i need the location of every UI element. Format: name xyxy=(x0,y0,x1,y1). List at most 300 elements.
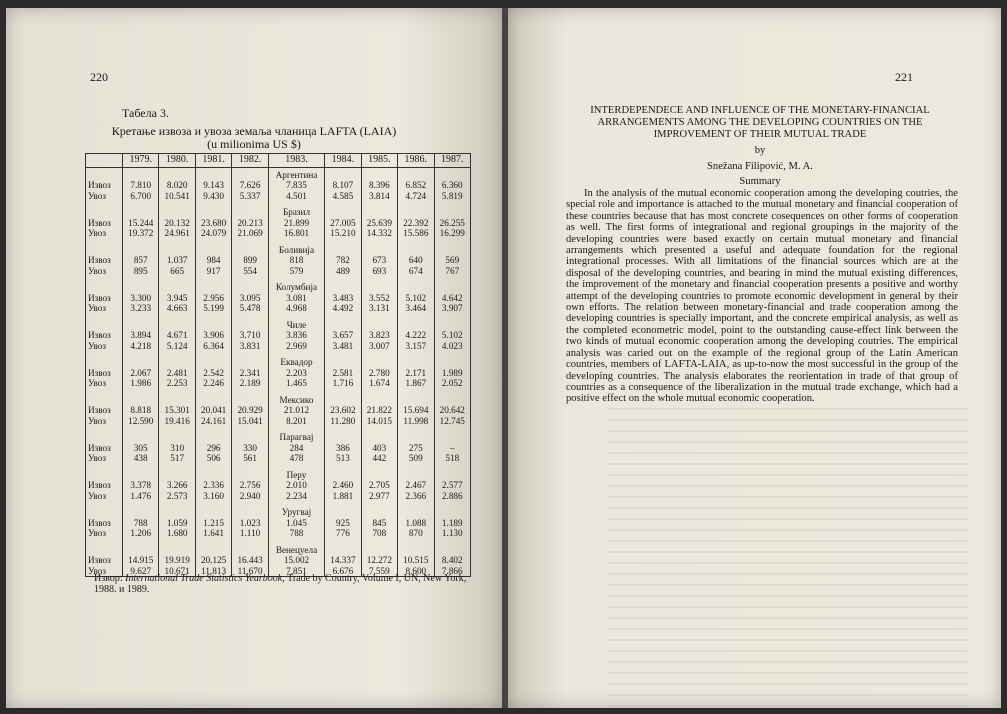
import-value: 19.416 xyxy=(159,416,195,427)
row-label-blank xyxy=(86,314,123,331)
row-label-export: Извоз xyxy=(86,330,123,341)
import-value: 14.332 xyxy=(361,228,397,239)
export-value: 3.710 xyxy=(232,330,268,341)
import-value: 708 xyxy=(361,528,397,539)
table-row-import xyxy=(86,528,471,539)
import-value: 19.372 xyxy=(123,228,159,239)
row-label-import: Увоз xyxy=(86,266,123,277)
import-value: 478 xyxy=(268,453,324,464)
table-row-export xyxy=(86,405,471,416)
export-value: 3.483 xyxy=(325,293,361,304)
export-value: 22.392 xyxy=(398,218,434,229)
export-value: 3.552 xyxy=(361,293,397,304)
import-value: 665 xyxy=(159,266,195,277)
empty-cell xyxy=(195,351,231,368)
country-name: Бразил xyxy=(268,201,324,218)
import-value: 2.189 xyxy=(232,378,268,389)
table-row-import xyxy=(86,266,471,277)
row-label-export: Извоз xyxy=(86,518,123,529)
row-label-blank xyxy=(86,239,123,256)
export-value: 3.894 xyxy=(123,330,159,341)
page-number-left: 220 xyxy=(90,70,108,84)
import-value: 11.280 xyxy=(325,416,361,427)
empty-cell xyxy=(434,351,470,368)
empty-cell xyxy=(398,464,434,481)
import-value: 1.110 xyxy=(232,528,268,539)
empty-cell xyxy=(232,464,268,481)
empty-cell xyxy=(159,426,195,443)
right-page xyxy=(508,8,1001,708)
row-label-import: Увоз xyxy=(86,228,123,239)
import-value: 6.676 xyxy=(325,566,361,577)
import-value: 4.663 xyxy=(159,303,195,314)
empty-cell xyxy=(195,239,231,256)
export-value: 788 xyxy=(123,518,159,529)
import-value: 2.234 xyxy=(268,491,324,502)
export-value: 20.929 xyxy=(232,405,268,416)
empty-cell xyxy=(325,539,361,556)
import-value: 518 xyxy=(434,453,470,464)
row-label-blank xyxy=(86,426,123,443)
import-value: 870 xyxy=(398,528,434,539)
export-value: 3.836 xyxy=(268,330,324,341)
page-number-right: 221 xyxy=(895,70,913,84)
import-value: 6.364 xyxy=(195,341,231,352)
table-row-export xyxy=(86,293,471,304)
export-value: 3.945 xyxy=(159,293,195,304)
import-value: 3.233 xyxy=(123,303,159,314)
import-value: 1.986 xyxy=(123,378,159,389)
empty-cell xyxy=(361,464,397,481)
year-header: 1979. xyxy=(123,154,159,168)
empty-cell xyxy=(398,276,434,293)
country-name: Колумбија xyxy=(268,276,324,293)
export-value: 4.222 xyxy=(398,330,434,341)
import-value: 3.481 xyxy=(325,341,361,352)
export-value: 296 xyxy=(195,443,231,454)
export-value: 5.102 xyxy=(434,330,470,341)
import-value: 1.465 xyxy=(268,378,324,389)
empty-cell xyxy=(325,426,361,443)
export-value: 305 xyxy=(123,443,159,454)
empty-cell xyxy=(361,276,397,293)
export-value: 2.577 xyxy=(434,480,470,491)
import-value: 788 xyxy=(268,528,324,539)
export-value: 1.989 xyxy=(434,368,470,379)
import-value: 7.559 xyxy=(361,566,397,577)
import-value: 10.541 xyxy=(159,191,195,202)
import-value: 16.299 xyxy=(434,228,470,239)
import-value: 5.819 xyxy=(434,191,470,202)
import-value: 2.052 xyxy=(434,378,470,389)
import-value: 2.246 xyxy=(195,378,231,389)
import-value: 579 xyxy=(268,266,324,277)
import-value: 1.476 xyxy=(123,491,159,502)
row-label-blank xyxy=(86,201,123,218)
table-header-row xyxy=(86,154,471,168)
export-value: 3.095 xyxy=(232,293,268,304)
empty-cell xyxy=(159,501,195,518)
import-value: 7.851 xyxy=(268,566,324,577)
import-value: 1.881 xyxy=(325,491,361,502)
export-value: 673 xyxy=(361,255,397,266)
import-value: 21.069 xyxy=(232,228,268,239)
empty-cell xyxy=(232,501,268,518)
import-value: 767 xyxy=(434,266,470,277)
table-row-import xyxy=(86,491,471,502)
empty-cell xyxy=(325,239,361,256)
export-value: 7.835 xyxy=(268,180,324,191)
export-value: 23.602 xyxy=(325,405,361,416)
import-value: 12.590 xyxy=(123,416,159,427)
import-value: 15.586 xyxy=(398,228,434,239)
row-label-import: Увоз xyxy=(86,416,123,427)
empty-cell xyxy=(195,276,231,293)
empty-cell xyxy=(195,539,231,556)
export-value: 5.102 xyxy=(398,293,434,304)
country-name-row xyxy=(86,239,471,256)
empty-cell xyxy=(361,201,397,218)
row-label-blank xyxy=(86,464,123,481)
import-value: 693 xyxy=(361,266,397,277)
export-value: 7.626 xyxy=(232,180,268,191)
import-value: 4.724 xyxy=(398,191,434,202)
row-label-import: Увоз xyxy=(86,341,123,352)
table-body xyxy=(86,167,471,577)
empty-cell xyxy=(434,167,470,180)
export-value: 2.203 xyxy=(268,368,324,379)
import-value: 5.478 xyxy=(232,303,268,314)
country-name-row xyxy=(86,426,471,443)
empty-cell xyxy=(361,426,397,443)
row-label-import: Увоз xyxy=(86,566,123,577)
export-value: 2.341 xyxy=(232,368,268,379)
import-value: 24.961 xyxy=(159,228,195,239)
empty-cell xyxy=(325,389,361,406)
empty-cell xyxy=(232,426,268,443)
empty-cell xyxy=(195,389,231,406)
row-label-import: Увоз xyxy=(86,491,123,502)
import-value: 1.130 xyxy=(434,528,470,539)
empty-cell xyxy=(232,201,268,218)
year-header: 1984. xyxy=(325,154,361,168)
import-value: 7.866 xyxy=(434,566,470,577)
export-value: 16.443 xyxy=(232,555,268,566)
table-row-import xyxy=(86,228,471,239)
row-label-export: Извоз xyxy=(86,218,123,229)
table-title-main: Кретање извоза и увоза земаља чланица LAFTA (LAIA) xyxy=(111,124,397,138)
empty-cell xyxy=(398,314,434,331)
table-row-export xyxy=(86,518,471,529)
import-value: 506 xyxy=(195,453,231,464)
table-row-export xyxy=(86,480,471,491)
empty-cell xyxy=(398,501,434,518)
import-value: 1.674 xyxy=(361,378,397,389)
import-value: 11.670 xyxy=(232,566,268,577)
import-value: 561 xyxy=(232,453,268,464)
table-row-export xyxy=(86,180,471,191)
import-value: 5.337 xyxy=(232,191,268,202)
year-header: 1986. xyxy=(398,154,434,168)
import-value: 2.977 xyxy=(361,491,397,502)
export-value: 2.467 xyxy=(398,480,434,491)
import-value: 674 xyxy=(398,266,434,277)
row-label-blank xyxy=(86,167,123,180)
export-value: 782 xyxy=(325,255,361,266)
empty-cell xyxy=(325,314,361,331)
table-label: Табела 3. xyxy=(122,106,169,120)
export-value: 386 xyxy=(325,443,361,454)
table-row-import xyxy=(86,416,471,427)
export-value: 1.037 xyxy=(159,255,195,266)
row-label-import: Увоз xyxy=(86,191,123,202)
export-value: 3.657 xyxy=(325,330,361,341)
empty-cell xyxy=(123,501,159,518)
export-value: 925 xyxy=(325,518,361,529)
import-value: 2.940 xyxy=(232,491,268,502)
export-value: 1.045 xyxy=(268,518,324,529)
country-name: Венецуела xyxy=(268,539,324,556)
empty-cell xyxy=(361,389,397,406)
import-value: 1.867 xyxy=(398,378,434,389)
import-value: 10.671 xyxy=(159,566,195,577)
export-value: 2.756 xyxy=(232,480,268,491)
export-value: – xyxy=(434,443,470,454)
export-value: 8.818 xyxy=(123,405,159,416)
empty-cell xyxy=(159,539,195,556)
row-label-blank xyxy=(86,539,123,556)
summary-paragraph: In the analysis of the mutual economic cooperation among the developing coutries, the special role and importance is attached to the mutual monetary and financial cooperation of these countries because that has most concrete cosequences on other forms of cooperation as well. The first forms of integrational and regional groupings in the majority of the developing countries were based exactly on certain mutual monetary and financial arrangements which presented a useful and adequate foundation for the regional integrational processes. With all limitations of the financial sources which are at the disposal of the developing countries, and bearing in mind the mutual existing differences, the improvement of the monetary and financial cooperation presents a positive and worthy attempt of the developing countries to promote economic development in general by their own efforts. The relation between monetary-financial and trade cooperation among the developing countries is specially important, and the concrete empirical analysis, as well as the completed econometric model, point to the outstanding cause-effect link between the two kinds of mutual economic cooperation among the developing coutries. The empirical analysis was caried out on the example of the regional group of the Latin American countries, members of LAFTA-LAIA, as up-to-now the most successful in the group of the developing countries. The analysis elaborates the reorientation in trade of that group of countries as a consequence of the liberalization in the mutual trade exchange, which had a positive effect on the whole mutual economic cooperation. xyxy=(566,188,958,405)
export-value: 845 xyxy=(361,518,397,529)
import-value: 513 xyxy=(325,453,361,464)
empty-cell xyxy=(398,239,434,256)
import-value: 2.886 xyxy=(434,491,470,502)
row-label-export: Извоз xyxy=(86,180,123,191)
row-label-export: Извоз xyxy=(86,368,123,379)
empty-cell xyxy=(434,464,470,481)
export-value: 3.823 xyxy=(361,330,397,341)
export-value: 569 xyxy=(434,255,470,266)
import-value: 3.814 xyxy=(361,191,397,202)
import-value: 4.023 xyxy=(434,341,470,352)
table-row-import xyxy=(86,303,471,314)
import-value: 1.206 xyxy=(123,528,159,539)
export-value: 3.378 xyxy=(123,480,159,491)
empty-cell xyxy=(123,389,159,406)
empty-cell xyxy=(434,389,470,406)
export-value: 2.705 xyxy=(361,480,397,491)
country-name: Уругвај xyxy=(268,501,324,518)
empty-cell xyxy=(123,239,159,256)
empty-cell xyxy=(434,426,470,443)
table-row-export xyxy=(86,555,471,566)
empty-cell xyxy=(325,351,361,368)
export-value: 7.810 xyxy=(123,180,159,191)
import-value: 2.253 xyxy=(159,378,195,389)
import-value: 3.831 xyxy=(232,341,268,352)
export-value: 21.012 xyxy=(268,405,324,416)
country-name-row xyxy=(86,539,471,556)
import-value: 895 xyxy=(123,266,159,277)
import-value: 2.573 xyxy=(159,491,195,502)
country-name-row xyxy=(86,201,471,218)
import-value: 14.015 xyxy=(361,416,397,427)
empty-cell xyxy=(398,167,434,180)
import-value: 11.813 xyxy=(195,566,231,577)
export-value: 984 xyxy=(195,255,231,266)
export-value: 330 xyxy=(232,443,268,454)
empty-cell xyxy=(325,464,361,481)
empty-cell xyxy=(123,314,159,331)
source-prefix: Извор: xyxy=(94,573,126,584)
import-value: 11.998 xyxy=(398,416,434,427)
left-page xyxy=(6,8,502,708)
year-header: 1983. xyxy=(268,154,324,168)
row-label-export: Извоз xyxy=(86,555,123,566)
empty-cell xyxy=(361,167,397,180)
export-value: 15.694 xyxy=(398,405,434,416)
import-value: 6.700 xyxy=(123,191,159,202)
import-value: 438 xyxy=(123,453,159,464)
empty-cell xyxy=(159,167,195,180)
trade-table xyxy=(85,153,471,577)
empty-cell xyxy=(434,201,470,218)
empty-cell xyxy=(232,276,268,293)
table-title-unit: (u milionima US $) xyxy=(207,137,301,151)
export-value: 818 xyxy=(268,255,324,266)
import-value: 4.585 xyxy=(325,191,361,202)
table-row-export xyxy=(86,443,471,454)
row-label-import: Увоз xyxy=(86,303,123,314)
row-label-export: Извоз xyxy=(86,405,123,416)
export-value: 20.041 xyxy=(195,405,231,416)
empty-cell xyxy=(325,201,361,218)
export-value: 14.915 xyxy=(123,555,159,566)
import-value: 3.007 xyxy=(361,341,397,352)
import-value: 4.968 xyxy=(268,303,324,314)
export-value: 20.125 xyxy=(195,555,231,566)
export-value: 857 xyxy=(123,255,159,266)
import-value: 12.745 xyxy=(434,416,470,427)
empty-cell xyxy=(195,201,231,218)
row-label-import: Увоз xyxy=(86,453,123,464)
import-value: 24.161 xyxy=(195,416,231,427)
export-value: 2.542 xyxy=(195,368,231,379)
empty-cell xyxy=(361,239,397,256)
import-value: 4.501 xyxy=(268,191,324,202)
import-value: 1.641 xyxy=(195,528,231,539)
empty-cell xyxy=(434,501,470,518)
export-value: 275 xyxy=(398,443,434,454)
export-value: 2.460 xyxy=(325,480,361,491)
empty-cell xyxy=(232,167,268,180)
empty-cell xyxy=(123,539,159,556)
import-value: 3.160 xyxy=(195,491,231,502)
export-value: 1.088 xyxy=(398,518,434,529)
import-value: 5.199 xyxy=(195,303,231,314)
table-title xyxy=(6,125,502,151)
export-value: 26.255 xyxy=(434,218,470,229)
export-value: 6.360 xyxy=(434,180,470,191)
row-label-blank xyxy=(86,501,123,518)
country-name: Чиле xyxy=(268,314,324,331)
empty-cell xyxy=(325,501,361,518)
empty-cell xyxy=(123,167,159,180)
summary-heading: Summary xyxy=(739,176,781,187)
empty-cell xyxy=(123,464,159,481)
import-value: 776 xyxy=(325,528,361,539)
table-row-import xyxy=(86,191,471,202)
export-value: 20.132 xyxy=(159,218,195,229)
empty-cell xyxy=(232,351,268,368)
country-name-row xyxy=(86,351,471,368)
empty-cell xyxy=(434,539,470,556)
export-value: 20.642 xyxy=(434,405,470,416)
table-source xyxy=(94,573,474,595)
country-name-row xyxy=(86,389,471,406)
export-value: 27.005 xyxy=(325,218,361,229)
export-value: 310 xyxy=(159,443,195,454)
import-value: 5.124 xyxy=(159,341,195,352)
import-value: 15.210 xyxy=(325,228,361,239)
export-value: 284 xyxy=(268,443,324,454)
country-name: Мексико xyxy=(268,389,324,406)
import-value: 917 xyxy=(195,266,231,277)
empty-cell xyxy=(195,426,231,443)
export-value: 8.107 xyxy=(325,180,361,191)
year-header: 1982. xyxy=(232,154,268,168)
country-name-row xyxy=(86,464,471,481)
import-value: 8.201 xyxy=(268,416,324,427)
import-value: 3.907 xyxy=(434,303,470,314)
year-header: 1985. xyxy=(361,154,397,168)
row-label-import: Увоз xyxy=(86,528,123,539)
export-value: 2.010 xyxy=(268,480,324,491)
export-value: 19.919 xyxy=(159,555,195,566)
country-name-row xyxy=(86,276,471,293)
row-label-import: Увоз xyxy=(86,378,123,389)
export-value: 640 xyxy=(398,255,434,266)
empty-cell xyxy=(159,239,195,256)
export-value: 1.215 xyxy=(195,518,231,529)
country-name: Аргентина xyxy=(268,167,324,180)
country-name: Перу xyxy=(268,464,324,481)
empty-cell xyxy=(232,314,268,331)
export-value: 25.639 xyxy=(361,218,397,229)
import-value: 1.680 xyxy=(159,528,195,539)
export-value: 1.023 xyxy=(232,518,268,529)
import-value: 16.801 xyxy=(268,228,324,239)
import-value: 9.627 xyxy=(123,566,159,577)
empty-cell xyxy=(361,314,397,331)
table-row-import xyxy=(86,453,471,464)
export-value: 2.481 xyxy=(159,368,195,379)
show-through-texture xyxy=(608,408,968,708)
empty-cell xyxy=(159,314,195,331)
empty-cell xyxy=(123,201,159,218)
table-row-export xyxy=(86,218,471,229)
empty-cell xyxy=(398,351,434,368)
empty-cell xyxy=(434,314,470,331)
import-value: 4.218 xyxy=(123,341,159,352)
empty-cell xyxy=(195,314,231,331)
export-value: 21.899 xyxy=(268,218,324,229)
country-name-row xyxy=(86,314,471,331)
import-value: 9.430 xyxy=(195,191,231,202)
byline-by: by xyxy=(754,145,766,156)
export-value: 2.956 xyxy=(195,293,231,304)
export-value: 6.852 xyxy=(398,180,434,191)
